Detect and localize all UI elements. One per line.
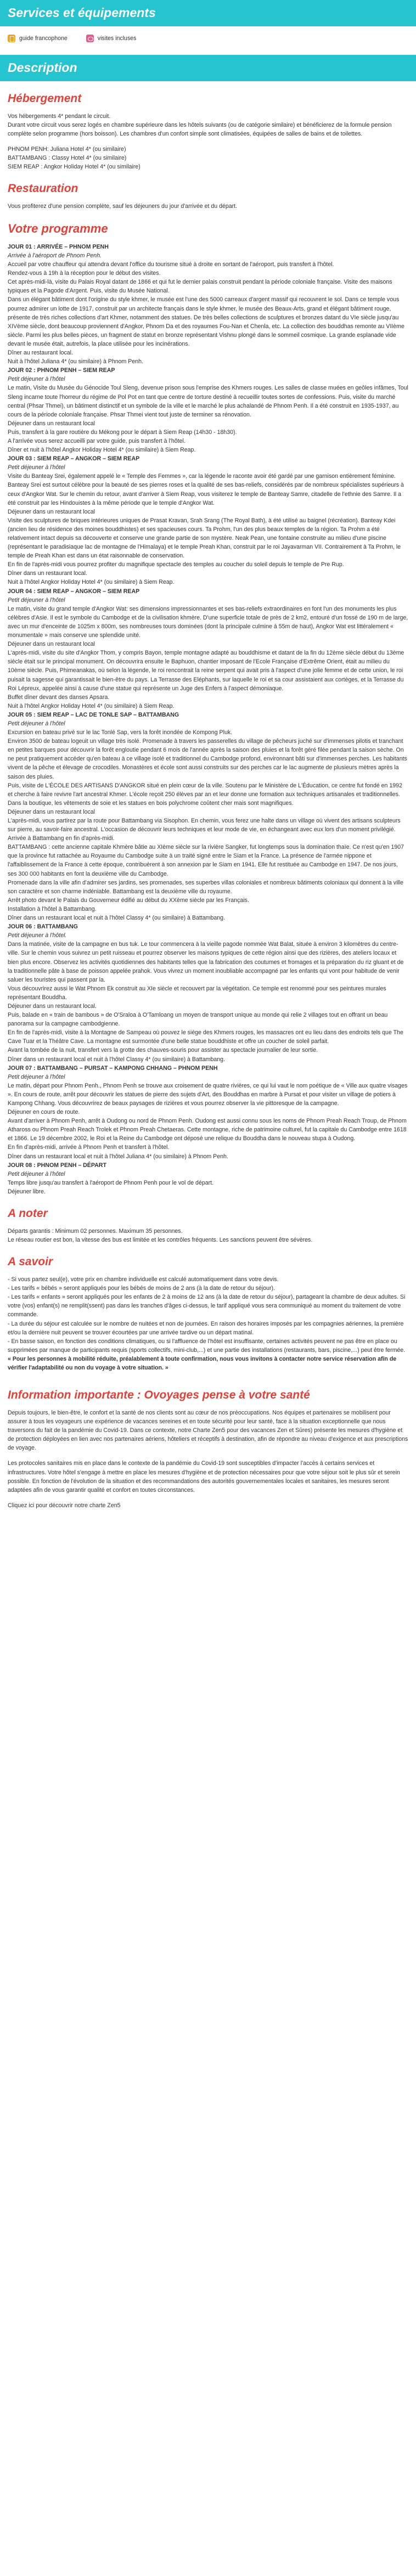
- day-line: Petit déjeuner à l'hôtel: [8, 1170, 65, 1177]
- day-line: Arrivée à Battambang en fin d'après-midi.: [8, 835, 115, 842]
- day-line: A l'arrivée vous serez accueilli par votre guide, puis transfert à l'hôtel.: [8, 437, 185, 444]
- day-line: En fin de l'après-midi, visite à la Montagne de Sampeau où pouvez le siège des Khmers rouges, les massacres ont eu lieu dans des endroits tels que The Cave Tuar et la Théâtre Cave. La montagne est surmontée d'une belle statue bouddhiste et offre un coucher de soleil parfait.: [8, 1029, 403, 1045]
- day-line: Dîner dans un restaurant local et nuit à l'hôtel Classy 4* (ou similaire) à Battambang.: [8, 1056, 225, 1063]
- day-line: Environ 3500 de bateau logeuit un village très isolé. Promenade à travers les passerelles du village de pêcheurs juché sur d'immenses pilotis et tranchant en petites barques pour découvrir la forêt engloutie pendant 6 mois de l'année après la saison des pluies et la forêt géré filée pendant la saison sèche. On ne peut pratiquement accéder qu'en bateau à ce village isolé et traditionnel du Cambodge profond, environnant bâti sur d'immenses perches. Les habitants vivent de la pêche et élevage de crocodiles. Monastères et école sont aussi construits sur des perches car le lac augmente de plusieurs mètres après la saison des pluies.: [8, 738, 407, 780]
- hebergement-title: Hébergement: [8, 92, 82, 105]
- day-line: Déjeuner libre.: [8, 1188, 46, 1195]
- day-title: JOUR 06 : BATTAMBANG: [8, 923, 78, 931]
- day-line: Le matin, Visite du Musée du Génocide Toul Sleng, devenue prison sous l'emprise des Khmers rouges. Les salles de classe muées en geôles infâmes, Toul Sleng incarne toute l'horreur du régime de Pol Pot en tant que centre de torture destiné à recueillir toutes sortes de confessions. Puis, visite du marché central (Phsar Thmei), un bâtiment distinctif et un symbole de la ville et le marché le plus achalandé de Phnom Penh. Il a été construit en 1935-1937, au cours de la période coloniale française. Phsar Thmei vient tout juste de terminer sa rénovation.: [8, 385, 408, 418]
- day-line: Dans la matinée, visite de la campagne en bus tuk. Le tour commencera à la vieille pagode nommée Wat Balat, située à environ 3 kilomètres du centre-ville. Sur le chemin vous suivrez un petit ruisseau et pourrez observer les maisons typiques de cette région ainsi que des rizières, des ateliers locaux et bien plus encore. Observez les activités quotidiennes des habitants telles que la fabrication des coutumes et fromages et la préparation du riz gluant et de la traditionnelle pâte à base de poisson appelée prahok. Vous vivrez un moment inoubliable accompagné par les enfants qui vont pour habitude de venir saluer les touristes qui passent par la.: [8, 941, 404, 983]
- day-line: Accueil par votre chauffeur qui attendra devant l'office du tourisme situé à droite en sortant de l'aéroport, puis transfert à l'hôtel.: [8, 261, 334, 268]
- day-line: Dîner dans un restaurant local.: [8, 570, 87, 577]
- hotel-item: BATTAMBANG : Classy Hotel 4* (ou similaire): [8, 155, 127, 162]
- hotel-list: [8, 145, 408, 171]
- day-line: BATTAMBANG : cette ancienne capitale Khmère bâtie au XIème siècle sur la rivière Sangker, fut longtemps sous la domination thaïe. Ce n'est qu'en 1907 que la province fut rattachée au Royaume du Cambodge suite à un traité signé entre le Siam et la France. La présence de l'armée nippone et l'affaiblissement de la France à cette époque, contribuèrent à son annexion par le Siam en 1941. Elle fut restituée au Cambodge en 1947. De nos jours, ses 300 000 habitants en font la deuxième ville du Cambodge.: [8, 844, 404, 877]
- programme-title: Votre programme: [8, 222, 108, 236]
- day-line: Dîner dans un restaurant local et nuit à l'hôtel Juliana 4* (ou similaire) à Phnom Penh.: [8, 1153, 228, 1160]
- day-line: En fin d'après-midi, arrivée à Phnom Penh et transfert à l'hôtel.: [8, 1144, 170, 1151]
- day-line: Visite du Banteay Srei, également appelé le « Temple des Femmes », car la légende le raconte avoir été gardé par une garnison entièrement féminine. Banteay Srei est surtout célèbre pour la beauté de ses pierres roses et la qualité de ses bas-reliefs, considérés par de nombreux spécialistes supérieurs à ceux d'Angkor Wat. Sur le chemin du retour, avant d'arriver à Siem Reap, vous visiterez le temple de Banteay Samre, citadelle de l'ethnie des Samre. Il a été construit par les Hindouistes à la même période que le temple d'Angkor Wat.: [8, 473, 404, 506]
- day-line: Petit déjeuner à l'hôtel: [8, 1073, 65, 1080]
- day-line: Nuit à l'hôtel Angkor Holiday Hotel 4* (ou similaire) à Siem Reap.: [8, 702, 175, 709]
- day-line: Petit déjeuner à l'hôtel: [8, 464, 65, 471]
- day-line: L'après-midi, vous partirez par la route pour Battambang via Sisophon. En chemin, vous ferez une halte dans un village où vivent des artisans sculpteurs sur pierre, au savoir-faire ancestral. L'occasion de découvrir leurs techniques et leur mode de vie, en échangeant avec eux lors d'un moment privilégié.: [8, 818, 401, 833]
- day-line: Petit déjeuner à l'hôtel.: [8, 932, 67, 939]
- day-line: Déjeuner dans un restaurant local: [8, 420, 95, 427]
- health-paragraph: Les protocoles sanitaires mis en place dans le contexte de la pandémie du Covid-19 sont susceptibles d'impacter l'accès à certains services et infrastructures. Votre hôtel s'engage à mettre en place les mesures d'hygiène et de protection nécessaires pour que votre séjour soit le plus sûr et serein possible. En fonction de l'évolution de la situation et des recommandations des autorités gouvernementales locales et sanitaires, les mesures seront adaptées afin de vous garantir qualité et confort en toutes circonstances.: [8, 1460, 400, 1493]
- hebergement-intro: Vos hébergements 4* pendant le circuit.: [8, 112, 111, 120]
- charte-link[interactable]: Cliquez ici pour découvrir notre charte Zen5: [8, 1502, 121, 1509]
- day-title: JOUR 08 : PHNOM PENH – DÉPART: [8, 1162, 106, 1169]
- savoir-title: A savoir: [8, 1255, 53, 1269]
- noter-title: A noter: [8, 1207, 48, 1220]
- day-line: En fin de l'après-midi vous pourrez profiter du magnifique spectacle des temples au coucher du soleil depuis le temple de Pre Rup.: [8, 561, 344, 568]
- day-line: Buffet dîner devant des danses Apsara.: [8, 694, 110, 701]
- health-title: Information importante : Ovoyages pense à votre santé: [8, 1389, 310, 1402]
- day-line: Vous découvrirez aussi le Wat Phnom Ek construit au XIe siècle et recouvert par la végétation. Ce temple est renommé pour ses peintures murales représentant Bouddha.: [8, 985, 386, 1001]
- noter-list: [8, 1227, 408, 1244]
- noter-item: Départs garantis : Minimum 02 personnes. Maximum 35 personnes.: [8, 1227, 183, 1235]
- reduced-mobility-note: « Pour les personnes à mobilité réduite, préalablement à toute confirmation, nous vous invitons à contacter notre service réservation afin de vérifier l'adaptabilité ou non du voyage à votre situation. »: [8, 1355, 397, 1371]
- day-line: Déjeuner dans un restaurant local: [8, 808, 95, 815]
- guide-icon: [8, 35, 15, 42]
- restauration-text: Vous profiterez d'une pension complète, sauf les déjeuners du jour d'arrivée et du départ.: [8, 203, 238, 210]
- feature-label: visites incluses: [97, 35, 137, 42]
- savoir-item: - Si vous partez seul(e), votre prix en chambre individuelle est calculé automatiquement dans votre devis.: [8, 1276, 279, 1283]
- day-line: Le matin, visite du grand temple d'Angkor Wat: ses dimensions impressionnantes et ses bas-reliefs extraordinaires en font l'un des monuments les plus célèbres d'Asie. Il est le symbole du Cambodge et de la civilisation khmère. D'une superficie totale de près de 2 km2, entouré d'un fossé de 190 m de large, avec un mur d'enceinte de 1025m x 800m, ses nombreuses tours dominées (dont la principale culmine à 55m de haut), Angkor Wat est littéralement « monumentale » mais conserve une splendide unité.: [8, 605, 408, 639]
- savoir-item: - Les tarifs « enfants » seront appliqués pour les enfants de 2 à moins de 12 ans (à la date de retour du séjour), partageant la chambre de deux adultes. Si votre (vos) enfant(s) ne remplit(ssent) pas dans les tranches d'âges ci-dessus, le tarif appliqué vous sera communiqué au moment du traitement de votre commande.: [8, 1294, 406, 1318]
- day-line: Arrivée à l'aéroport de Phnom Penh.: [8, 252, 102, 259]
- day-line: Puis, visite de L'ÉCOLE DES ARTISANS D'ANGKOR situé en plein cœur de la ville. Soutenu par le Ministère de L'Éducation, ce centre fut fondé en 1992 et cherche à faire revivre l'art ancestral Khmer. L'école reçoit 250 élèves par an et leur donne une formation aux techniques artisanales et traditionnelles. Dans la boutique, les vêtements de soie et les statues en bois polychrome coûtent cher mais sont magnifiques.: [8, 782, 402, 807]
- day-line: Nuit à l'hôtel Angkor Holiday Hotel 4* (ou similaire) à Siem Reap.: [8, 579, 175, 586]
- day-line: Dîner et nuit à l'hôtel Angkor Holiday Hotel 4* (ou similaire) à Siem Reap.: [8, 447, 196, 454]
- restauration-title: Restauration: [8, 182, 78, 195]
- day-line: Puis, balade en « train de bambous » de O'Sraloa à O'Tamloang un moyen de transport unique au monde qui relie 2 villages tout en offrant un beau panorama sur la campagne cambodgienne.: [8, 1012, 388, 1028]
- programme-days: [8, 243, 408, 1196]
- day-line: L'après-midi, visite du site d'Angkor Thom, y compris Bayon, temple montagne adapté au bouddhisme et datant de la fin du 12ème siècle début du 13ème siècle était sur le principal monument. On découvrira ensuite le Baphuon, chantier imposant de l'Ecole Française d'Extrême Orient, était au milieu du 10ème siècle. Puis, Phimeanakas, où selon la légende, le roi rencontrait la reine serpent qui avait pris à l'aspect d'une jolie femme et de cette union, le roi puisait la sagesse qui garantissait le bien-être du pays. La Terrasse des Eléphants, sur laquelle le roi et sa cour assistaient aux cortèges, et la Terrasse du Roi Lépreux, appelée ainsi à cause d'une statue qui représente un Juge des Enfers à l'aspect démoniaque.: [8, 650, 404, 692]
- day-line: Déjeuner en cours de route.: [8, 1109, 80, 1116]
- feature-item: [86, 34, 137, 43]
- description-content: [0, 90, 416, 1510]
- day-line: Promenade dans la ville afin d'admirer ses jardins, ses promenades, ses superbes villas coloniales et nombreux bâtiments coloniaux qui donnent à la ville son caractère et son charme indéniable. Battambang est la deuxième ville du royaume.: [8, 879, 404, 895]
- hotel-item: PHNOM PENH: Juliana Hotel 4* (ou similaire): [8, 146, 126, 153]
- day-line: Visite des sculptures de briques intérieures uniques de Prasat Kravan, Srah Srang (The Royal Bath), à été utilisé au baignel (récréation). Banteay Kdei (ancien lieu de résidence des moines bouddhistes) et ses spacieuses cours. Ta Prohm, l'un des plus beaux temples de la région. Ta Prohm a été relativement intact depuis sa découverte et conserve une grande partie de son mystère. Neak Pean, une fontaine construite au milieu d'une piscine (représentant le paradisiaque lac de montagne de l'Himalaya) et le temple Preah Khan, construit par le roi Jayavarman VII. Contrairement à Ta Prohm, le temple de Preah Khan est dans un état raisonnable de conservation.: [8, 517, 401, 560]
- day-title: JOUR 01 : ARRIVÉE – PHNOM PENH: [8, 243, 109, 250]
- day-line: Installation à l'hôtel à Battambang.: [8, 905, 97, 912]
- day-title: JOUR 05 : SIEM REAP – LAC DE TONLE SAP – BATTAMBANG: [8, 711, 179, 718]
- noter-item: Le réseau routier est bon, la vitesse des bus est limitée et les contrôles fréquents. Les sanctions peuvent être sévères.: [8, 1237, 313, 1244]
- feature-item: [8, 34, 68, 43]
- day-title: JOUR 03 : SIEM REAP – ANGKOR – SIEM REAP: [8, 455, 140, 463]
- day-line: Avant d'arriver à Phnom Penh, arrêt à Oudong ou nord de Phnom Penh. Oudong est aussi connu sous les noms de Phnom Preah Reach Troup, de Phnom Athaross ou Phnom Preah Reach Trolek et Phnom Preah Chetaeras. Cette montagne, riche de patrimoine culturel, fut la capitale du Cambodge entre 1618 et 1866. Le 19 décembre 2002, le Roi et la Reine du Cambodge ont déposé une relique du Bouddha dans le nouveau stupa à Oudong.: [8, 1118, 407, 1142]
- services-title: Services et équipements: [0, 0, 416, 26]
- day-line: Dîner au restaurant local.: [8, 350, 73, 357]
- features-list: [0, 26, 416, 55]
- day-line: Avant la tombée de la nuit, transfert vers la grotte des chauves-souris pour assister au spectacle journalier de leur sortie.: [8, 1047, 318, 1054]
- day-line: Excursion en bateau privé sur le lac Tonlé Sap, vers la forêt inondée de Kompong Pluk.: [8, 729, 233, 736]
- hotel-item: SIEM REAP : Angkor Holiday Hotel 4* (ou similaire): [8, 164, 140, 171]
- day-line: Dîner dans un restaurant local et nuit à l'hôtel Classy 4* (ou similaire) à Battambang.: [8, 915, 225, 922]
- visit-icon: [86, 35, 94, 42]
- day-line: Arrêt photo devant le Palais du Gouverneur édifié au début du XXème siècle par les Français.: [8, 897, 249, 904]
- day-line: Le matin, départ pour Phnom Penh., Phnom Penh se trouve aux croisement de quatre rivières, ce qui lui vaut le nom poétique de « Ville aux quatre visages ». En cours de route, arrêt pour découvrir les statues de pierre des sujets d'Art, des Bouddhas en marbre à Pursat et pour visiter un village de potiers à Kampong Chhang. Vous découvrirez de beaux paysages de rizières et vous pourrez observer la vie pittoresque de la campagne.: [8, 1082, 408, 1107]
- health-text: [8, 1408, 408, 1510]
- day-line: Dans un élégant bâtiment dont l'origine du style khmer, le musée est l'une des 5000 carreaux d'argent massif qui recouvrent le sol. Dans ce temple vous pourrez admirer un lotte de 1917, construit par un architecte français dans le style khmer, le musée des Beaux-Arts, grand et élégant bâtiment rouge, présente de très riches collections d'art Khmer, notamment des statues. De très belles collections de sculptures et bronzes datant du VIe siècle jusqu'au XIVème siècle, dont beaucoup proviennent d'Angkor, Phnom Da et des royaumes Fou-Nan et Chenla, etc. La collection des bouddhas remonte au VIIème siècle. Parmi les plus belles pièces, un fragment de statut en bronze représentant Vishnu plongé dans le sommeil cosmique. La grande esplanade vide devant le musée était, autrefois, la place utilisée pour les incinérations.: [8, 296, 404, 347]
- day-line: Petit déjeuner à l'hôtel: [8, 720, 65, 727]
- savoir-item: - Les tarifs « bébés » seront appliqués pour les bébés de moins de 2 ans (à la date de retour du séjour).: [8, 1285, 276, 1292]
- day-line: Petit déjeuner à l'hôtel: [8, 376, 65, 383]
- day-line: Déjeuner dans un restaurant local.: [8, 1002, 97, 1010]
- health-paragraph: Depuis toujours, le bien-être, le confort et la santé de nos clients sont au cœur de nos préoccupations. Nos équipes et partenaires se mobilisent pour assurer à tous les voyageurs une expérience de vacances sereines et en toute sécurité pour leur santé, face à la situation exceptionnelle que nous traversons du fait de la pandémie du Covid-19. Dans ce contexte, notre Charte Zen5 pour des vacances Zen et Sûres) présente les mesures d'hygiène et de protection déployées en lien avec nos partenaires aériens, hôteliers et réceptifs à destination, afin de répondre au niveau d'exigence et aux prescriptions de voyage.: [8, 1409, 408, 1452]
- day-line: Déjeuner dans un restaurant local: [8, 508, 95, 515]
- day-line: Puis, transfert à la gare routière du Mékong pour le départ à Siem Reap (14h30 - 18h30).: [8, 429, 237, 436]
- day-line: Temps libre jusqu'au transfert à l'aéroport de Phnom Penh pour le vol de départ.: [8, 1179, 214, 1186]
- description-title: Description: [0, 55, 416, 81]
- savoir-item: - La durée du séjour est calculée sur le nombre de nuitées et non de journées. En raison des horaires imposés par les compagnies aériennes, la première et/ou la dernière nuit peuvent se trouver écourtées par une arrivée tardive ou un départ matinal.: [8, 1320, 404, 1336]
- day-title: JOUR 02 : PHNOM PENH – SIEM REAP: [8, 367, 115, 374]
- feature-label: guide francophone: [19, 35, 68, 42]
- day-line: Rendez-vous à 19h à la réception pour le début des visites.: [8, 270, 161, 277]
- day-line: Nuit à l'hôtel Juliana 4* (ou similaire) à Phnom Penh.: [8, 358, 143, 365]
- savoir-list: [8, 1275, 408, 1355]
- day-line: Déjeuner dans un restaurant local: [8, 641, 95, 648]
- day-line: Cet après-midi-là, visite du Palais Royal datant de 1866 et qui fut le dernier palais construit pendant la période coloniale française. Visite des maisons typiques et la Pagode d'Argent. Puis, visite du Musée National.: [8, 279, 392, 295]
- day-title: JOUR 07 : BATTAMBANG – PURSAT – KAMPONG CHHANG – PHNOM PENH: [8, 1064, 218, 1072]
- day-line: Petit déjeuner à l'hôtel: [8, 596, 65, 604]
- hebergement-text: Durant votre circuit vous serez logés en chambre supérieure dans les hôtels suivants (ou de catégorie similaire) et bénéficierez de la formule pension complète selon programme (hors boisson). Les chambres d'un confort simple sont climatisées, équipées de salles de bains et de toilettes.: [8, 122, 392, 138]
- savoir-item: - En basse saison, en fonction des conditions climatiques, ou si l'affluence de l'hôtel est insuffisante, certaines activités peuvent ne pas être en place ou supprimées par manque de participants requis (sports collectifs, mini-club,...) et une partie des installations (restaurants, bars, piscine,...) peut être fermée.: [8, 1338, 406, 1354]
- day-title: JOUR 04 : SIEM REAP – ANGKOR – SIEM REAP: [8, 588, 140, 595]
